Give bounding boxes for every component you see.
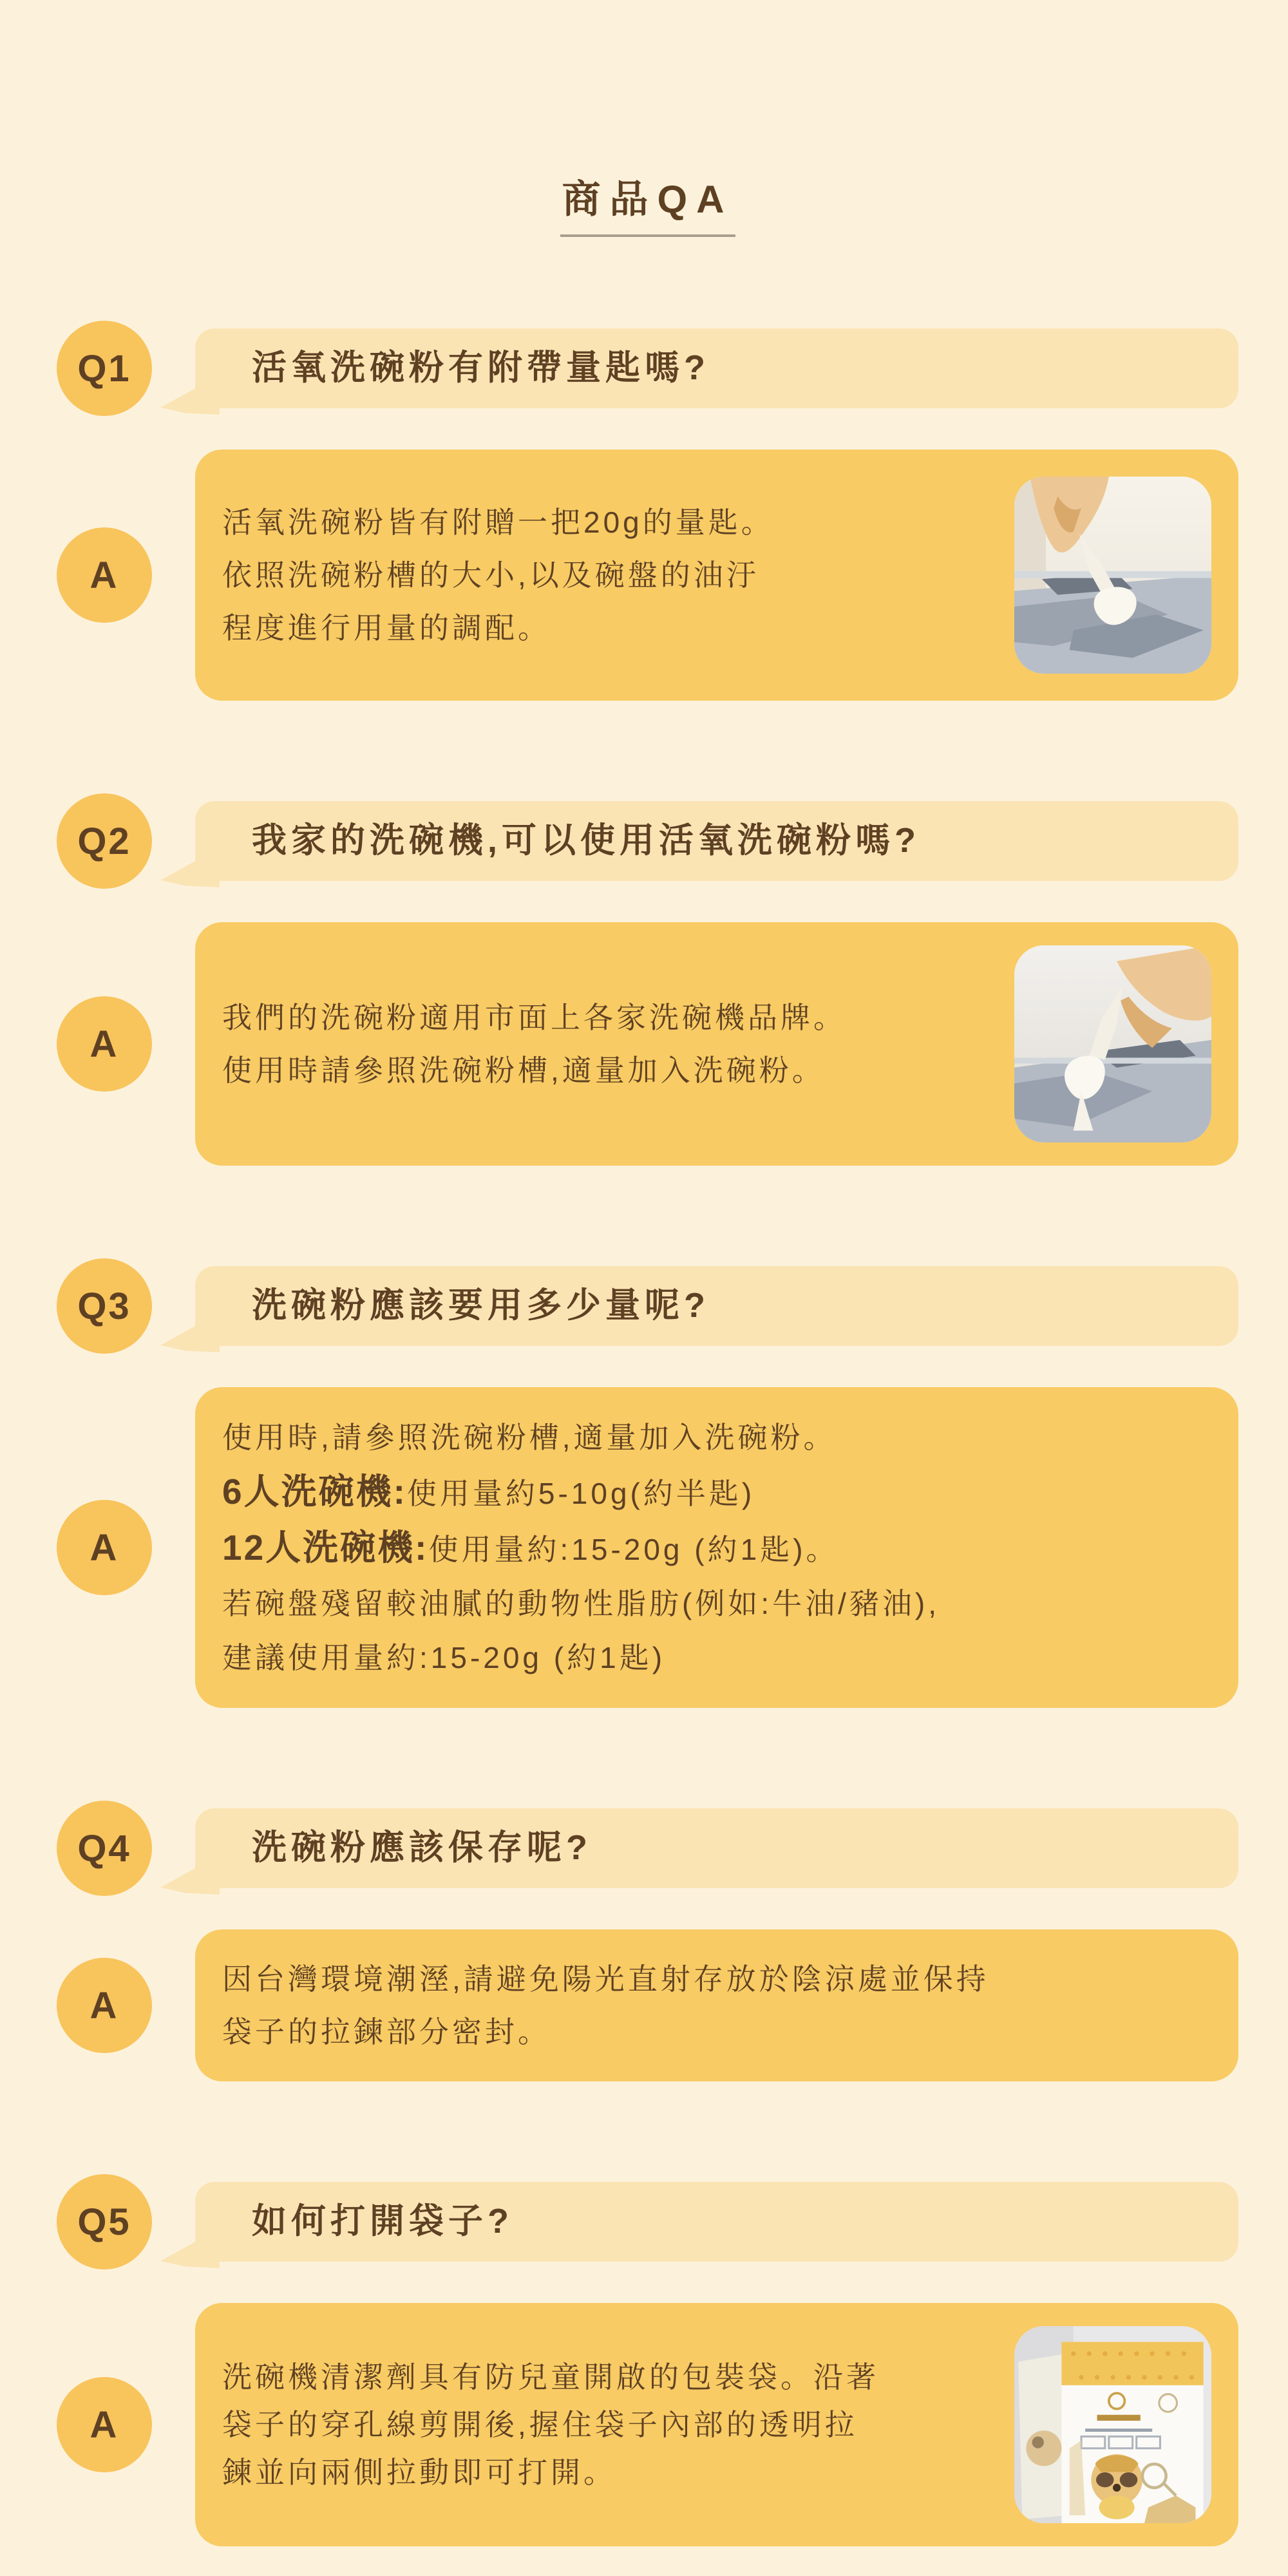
- answer-row: [57, 1387, 1238, 1708]
- answer-box: [195, 450, 1238, 701]
- qa-section-1: [57, 319, 1238, 701]
- page-title: 商品QA: [562, 178, 734, 221]
- scoop-over-dispenser-illustration: [1014, 477, 1211, 674]
- question-text: 洗碗粉應該要用多少量呢?: [252, 1286, 710, 1325]
- answer-text: 活氧洗碗粉皆有附贈一把20g的量匙。 依照洗碗粉槽的大小,以及碗盤的油汙 程度進行用量的調配。: [222, 506, 774, 645]
- question-text: 我家的洗碗機,可以使用活氧洗碗粉嗎?: [252, 821, 920, 860]
- q1-badge: Q1: [57, 321, 152, 416]
- pouring-powder-into-dispenser-photo: [1014, 945, 1211, 1142]
- answer-row: [57, 450, 1238, 701]
- a-badge: A: [57, 527, 152, 623]
- question-text: 活氧洗碗粉有附帶量匙嗎?: [252, 348, 710, 388]
- question-row: [57, 1799, 1238, 1897]
- a-badge: A: [57, 2377, 152, 2472]
- answer-text: 使用時,請參照洗碗粉槽,適量加入洗碗粉。 6人洗碗機:使用量約5-10g(約半匙) 12人洗碗機:使用量約:15-20g (約1匙)。 若碗盤殘留較油膩的動物性脂肪(例如:牛油/豬油), 建議使用量約:15-20g (約1匙): [222, 1421, 940, 1674]
- answer-box: [195, 922, 1238, 1166]
- pouring-powder-illustration: [1014, 945, 1211, 1142]
- answer-text: 洗碗機清潔劑具有防兒童開啟的包裝袋。沿著 袋子的穿孔線剪開後,握住袋子內部的透明拉 鍊並向兩側拉動即可打開。: [222, 2360, 879, 2489]
- qa-section-4: [57, 1799, 1238, 2081]
- a-badge: A: [57, 996, 152, 1092]
- question-row: [57, 2173, 1238, 2271]
- q2-badge: Q2: [57, 793, 152, 889]
- qa-section-5: [57, 2173, 1238, 2546]
- answer-row: [57, 2303, 1238, 2546]
- answer-box: [195, 1929, 1238, 2081]
- question-row: [57, 1257, 1238, 1355]
- question-row: [57, 319, 1238, 417]
- question-text: 洗碗粉應該保存呢?: [252, 1828, 592, 1868]
- qa-section-2: [57, 792, 1238, 1166]
- a-badge: A: [57, 1500, 152, 1595]
- q4-badge: Q4: [57, 1801, 152, 1896]
- qa-section-3: [57, 1257, 1238, 1708]
- question-text: 如何打開袋子?: [252, 2202, 513, 2241]
- q5-badge: Q5: [57, 2174, 152, 2269]
- question-row: [57, 792, 1238, 890]
- answer-text: 因台灣環境潮溼,請避免陽光直射存放於陰涼處並保持 袋子的拉鍊部分密封。: [222, 1962, 989, 2049]
- a-badge: A: [57, 1958, 152, 2053]
- answer-row: [57, 922, 1238, 1166]
- question-bubble: [195, 2182, 1238, 2262]
- question-bubble: [195, 801, 1238, 881]
- answer-row: [57, 1929, 1238, 2081]
- answer-box: [195, 1387, 1238, 1708]
- title-underline: [560, 234, 735, 237]
- q3-badge: Q3: [57, 1258, 152, 1354]
- scoop-over-dispenser-photo: [1014, 477, 1211, 674]
- answer-text: 我們的洗碗粉適用市面上各家洗碗機品牌。 使用時請參照洗碗粉槽,適量加入洗碗粉。: [222, 1001, 846, 1087]
- question-bubble: [195, 1266, 1238, 1346]
- package-bags-illustration: [1014, 2326, 1211, 2523]
- child-lock-package-photo: [1014, 2326, 1211, 2523]
- question-bubble: [195, 328, 1238, 408]
- page-title-block: [57, 169, 1238, 237]
- answer-box: [195, 2303, 1238, 2546]
- question-bubble: [195, 1808, 1238, 1888]
